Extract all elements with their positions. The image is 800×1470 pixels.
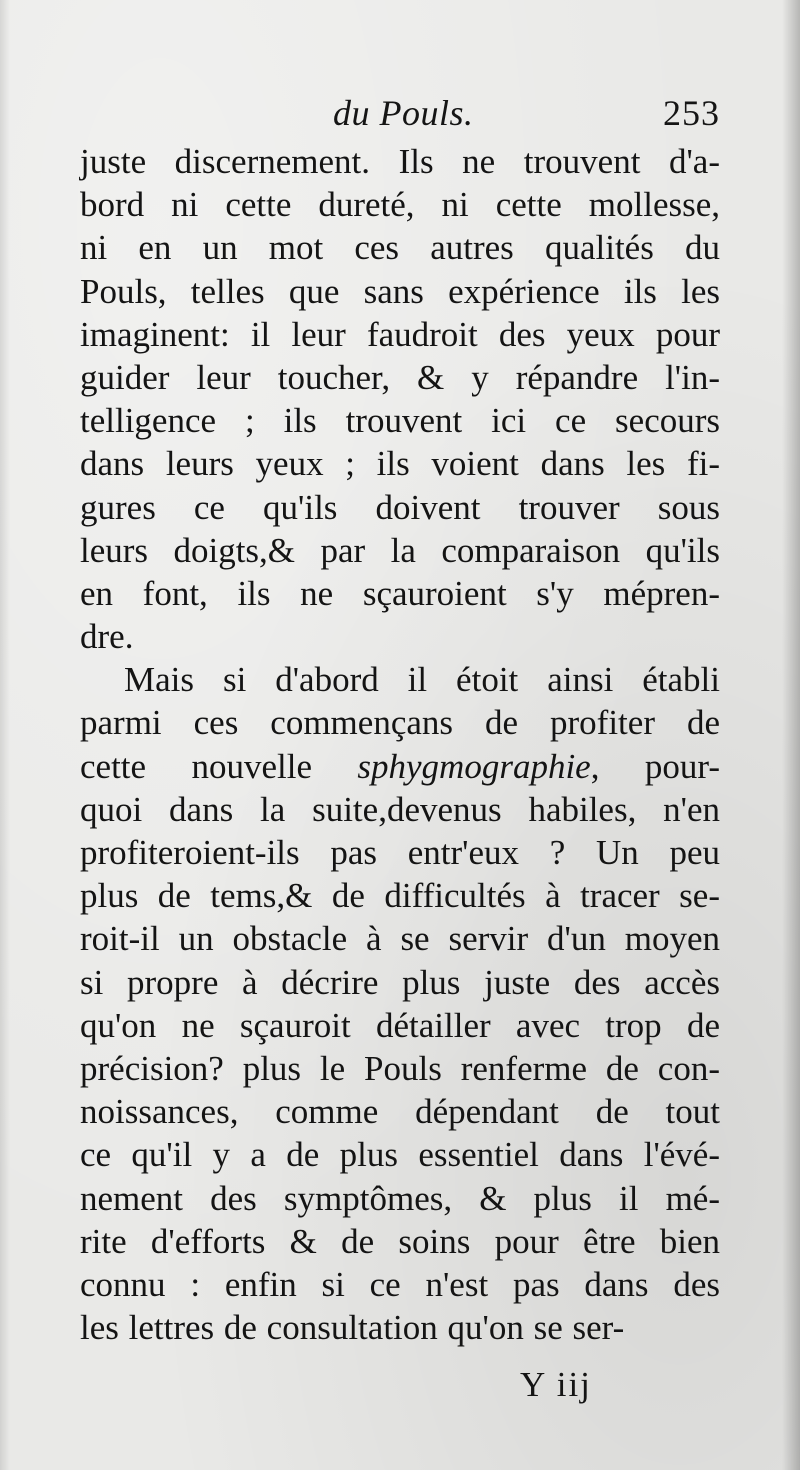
text-line: roit-il un obstacle à se servir d'un moyen — [80, 919, 720, 959]
text-line: telligence ; ils trouvent ici ce secours — [80, 401, 720, 441]
text-line: ce qu'il y a de plus essentiel dans l'évé- — [80, 1135, 720, 1175]
text-line: nement des symptômes, & plus il mé- — [80, 1178, 720, 1218]
text-line: quoi dans la suite,devenus habiles, n'en — [80, 789, 720, 829]
text-line: juste discernement. Ils ne trouvent d'a- — [80, 142, 720, 181]
text-line: en font, ils ne sçauroient s'y mépren- — [80, 573, 720, 613]
text-line: noissances, comme dépendant de tout — [80, 1092, 720, 1132]
text-line: qu'on ne sçauroit détailler avec trop de — [80, 1005, 720, 1045]
text-line: dre. — [80, 617, 134, 657]
body-text — [80, 140, 720, 1349]
text-line: parmi ces commençans de profiter de — [80, 703, 720, 743]
text-line: rite d'efforts & de soins pour être bien — [80, 1221, 720, 1261]
text-line: précision? plus le Pouls renferme de con- — [80, 1048, 720, 1088]
text-line: dans leurs yeux ; ils voient dans les fi- — [80, 444, 720, 484]
text-line: cette nouvelle sphygmographie, pour- — [80, 746, 720, 786]
text-line: bord ni cette dureté, ni cette mollesse, — [80, 185, 720, 225]
text-line: gures ce qu'ils doivent trouver sous — [80, 487, 720, 527]
signature-mark: Y iij — [520, 1365, 592, 1404]
page-number: 253 — [663, 93, 720, 133]
italic-term: sphygmographie — [357, 746, 591, 786]
text-line: plus de tems,& de difficultés à tracer se- — [80, 876, 720, 916]
text-line: imaginent: il leur faudroit des yeux pour — [80, 314, 720, 354]
page-shadow-right — [782, 0, 800, 1470]
page-shadow-left — [0, 0, 10, 1470]
running-head-title: du Pouls. — [333, 93, 474, 133]
running-head — [80, 92, 720, 142]
text-line: profiteroient-ils pas entr'eux ? Un peu — [80, 833, 720, 872]
text-line: connu : enfin si ce n'est pas dans des — [80, 1264, 720, 1304]
text-line: Pouls, telles que sans expérience ils les — [80, 271, 720, 311]
text-line: les lettres de consultation qu'on se ser- — [80, 1308, 625, 1348]
text-line: ni en un mot ces autres qualités du — [80, 228, 720, 268]
paragraph-start-line: Mais si d'abord il étoit ainsi établi — [124, 660, 720, 700]
text-line: leurs doigts,& par la comparaison qu'ils — [80, 530, 720, 570]
text-line: si propre à décrire plus juste des accès — [80, 962, 720, 1002]
text-line: guider leur toucher, & y répandre l'in- — [80, 357, 720, 397]
